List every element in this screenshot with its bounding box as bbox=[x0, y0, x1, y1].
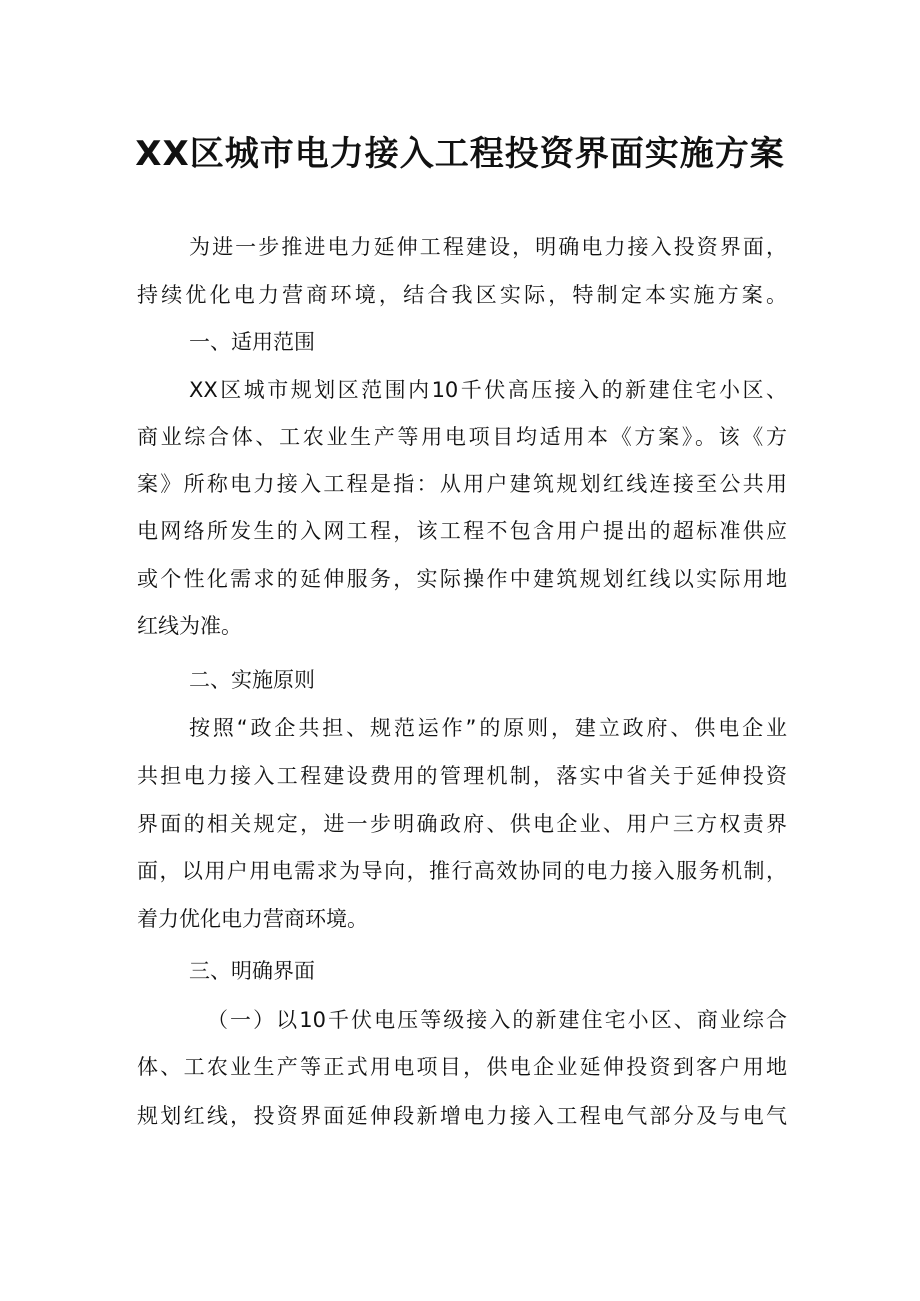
scope-line-4: 电网络所发生的入网工程，该工程不包含用户提出的超标准供应 bbox=[137, 519, 787, 543]
scope-line-1: XX区城市规划区范围内10千伏高压接入的新建住宅小区、 bbox=[189, 378, 787, 402]
scope-line-5: 或个性化需求的延伸服务，实际操作中建筑规划红线以实际用地 bbox=[137, 567, 787, 591]
interface-line-3: 规划红线，投资界面延伸段新增电力接入工程电气部分及与电气 bbox=[137, 1104, 787, 1128]
principles-line-1: 按照“政企共担、规范运作”的原则，建立政府、供电企业 bbox=[189, 716, 787, 740]
section-heading-principles: 二、实施原则 bbox=[189, 668, 315, 692]
scope-line-2: 商业综合体、工农业生产等用电项目均适用本《方案》。该《方 bbox=[137, 425, 787, 449]
document-title: XX区城市电力接入工程投资界面实施方案 bbox=[135, 134, 785, 174]
principles-line-2: 共担电力接入工程建设费用的管理机制，落实中省关于延伸投资 bbox=[137, 764, 787, 788]
principles-line-4: 面，以用户用电需求为导向，推行高效协同的电力接入服务机制， bbox=[137, 859, 787, 883]
scope-line-6: 红线为准。 bbox=[137, 614, 242, 638]
intro-line-2: 持续优化电力营商环境，结合我区实际，特制定本实施方案。 bbox=[137, 283, 787, 307]
interface-line-1: （一）以10千伏电压等级接入的新建住宅小区、商业综合 bbox=[207, 1008, 787, 1032]
section-heading-interface: 三、明确界面 bbox=[189, 959, 315, 983]
intro-line-1: 为进一步推进电力延伸工程建设，明确电力接入投资界面， bbox=[189, 235, 787, 259]
section-heading-scope: 一、适用范围 bbox=[189, 330, 315, 354]
principles-line-3: 界面的相关规定，进一步明确政府、供电企业、用户三方权责界 bbox=[137, 812, 787, 836]
principles-line-5: 着力优化电力营商环境。 bbox=[137, 907, 368, 931]
scope-line-3: 案》所称电力接入工程是指：从用户建筑规划红线连接至公共用 bbox=[137, 472, 787, 496]
interface-line-2: 体、工农业生产等正式用电项目，供电企业延伸投资到客户用地 bbox=[137, 1055, 787, 1079]
